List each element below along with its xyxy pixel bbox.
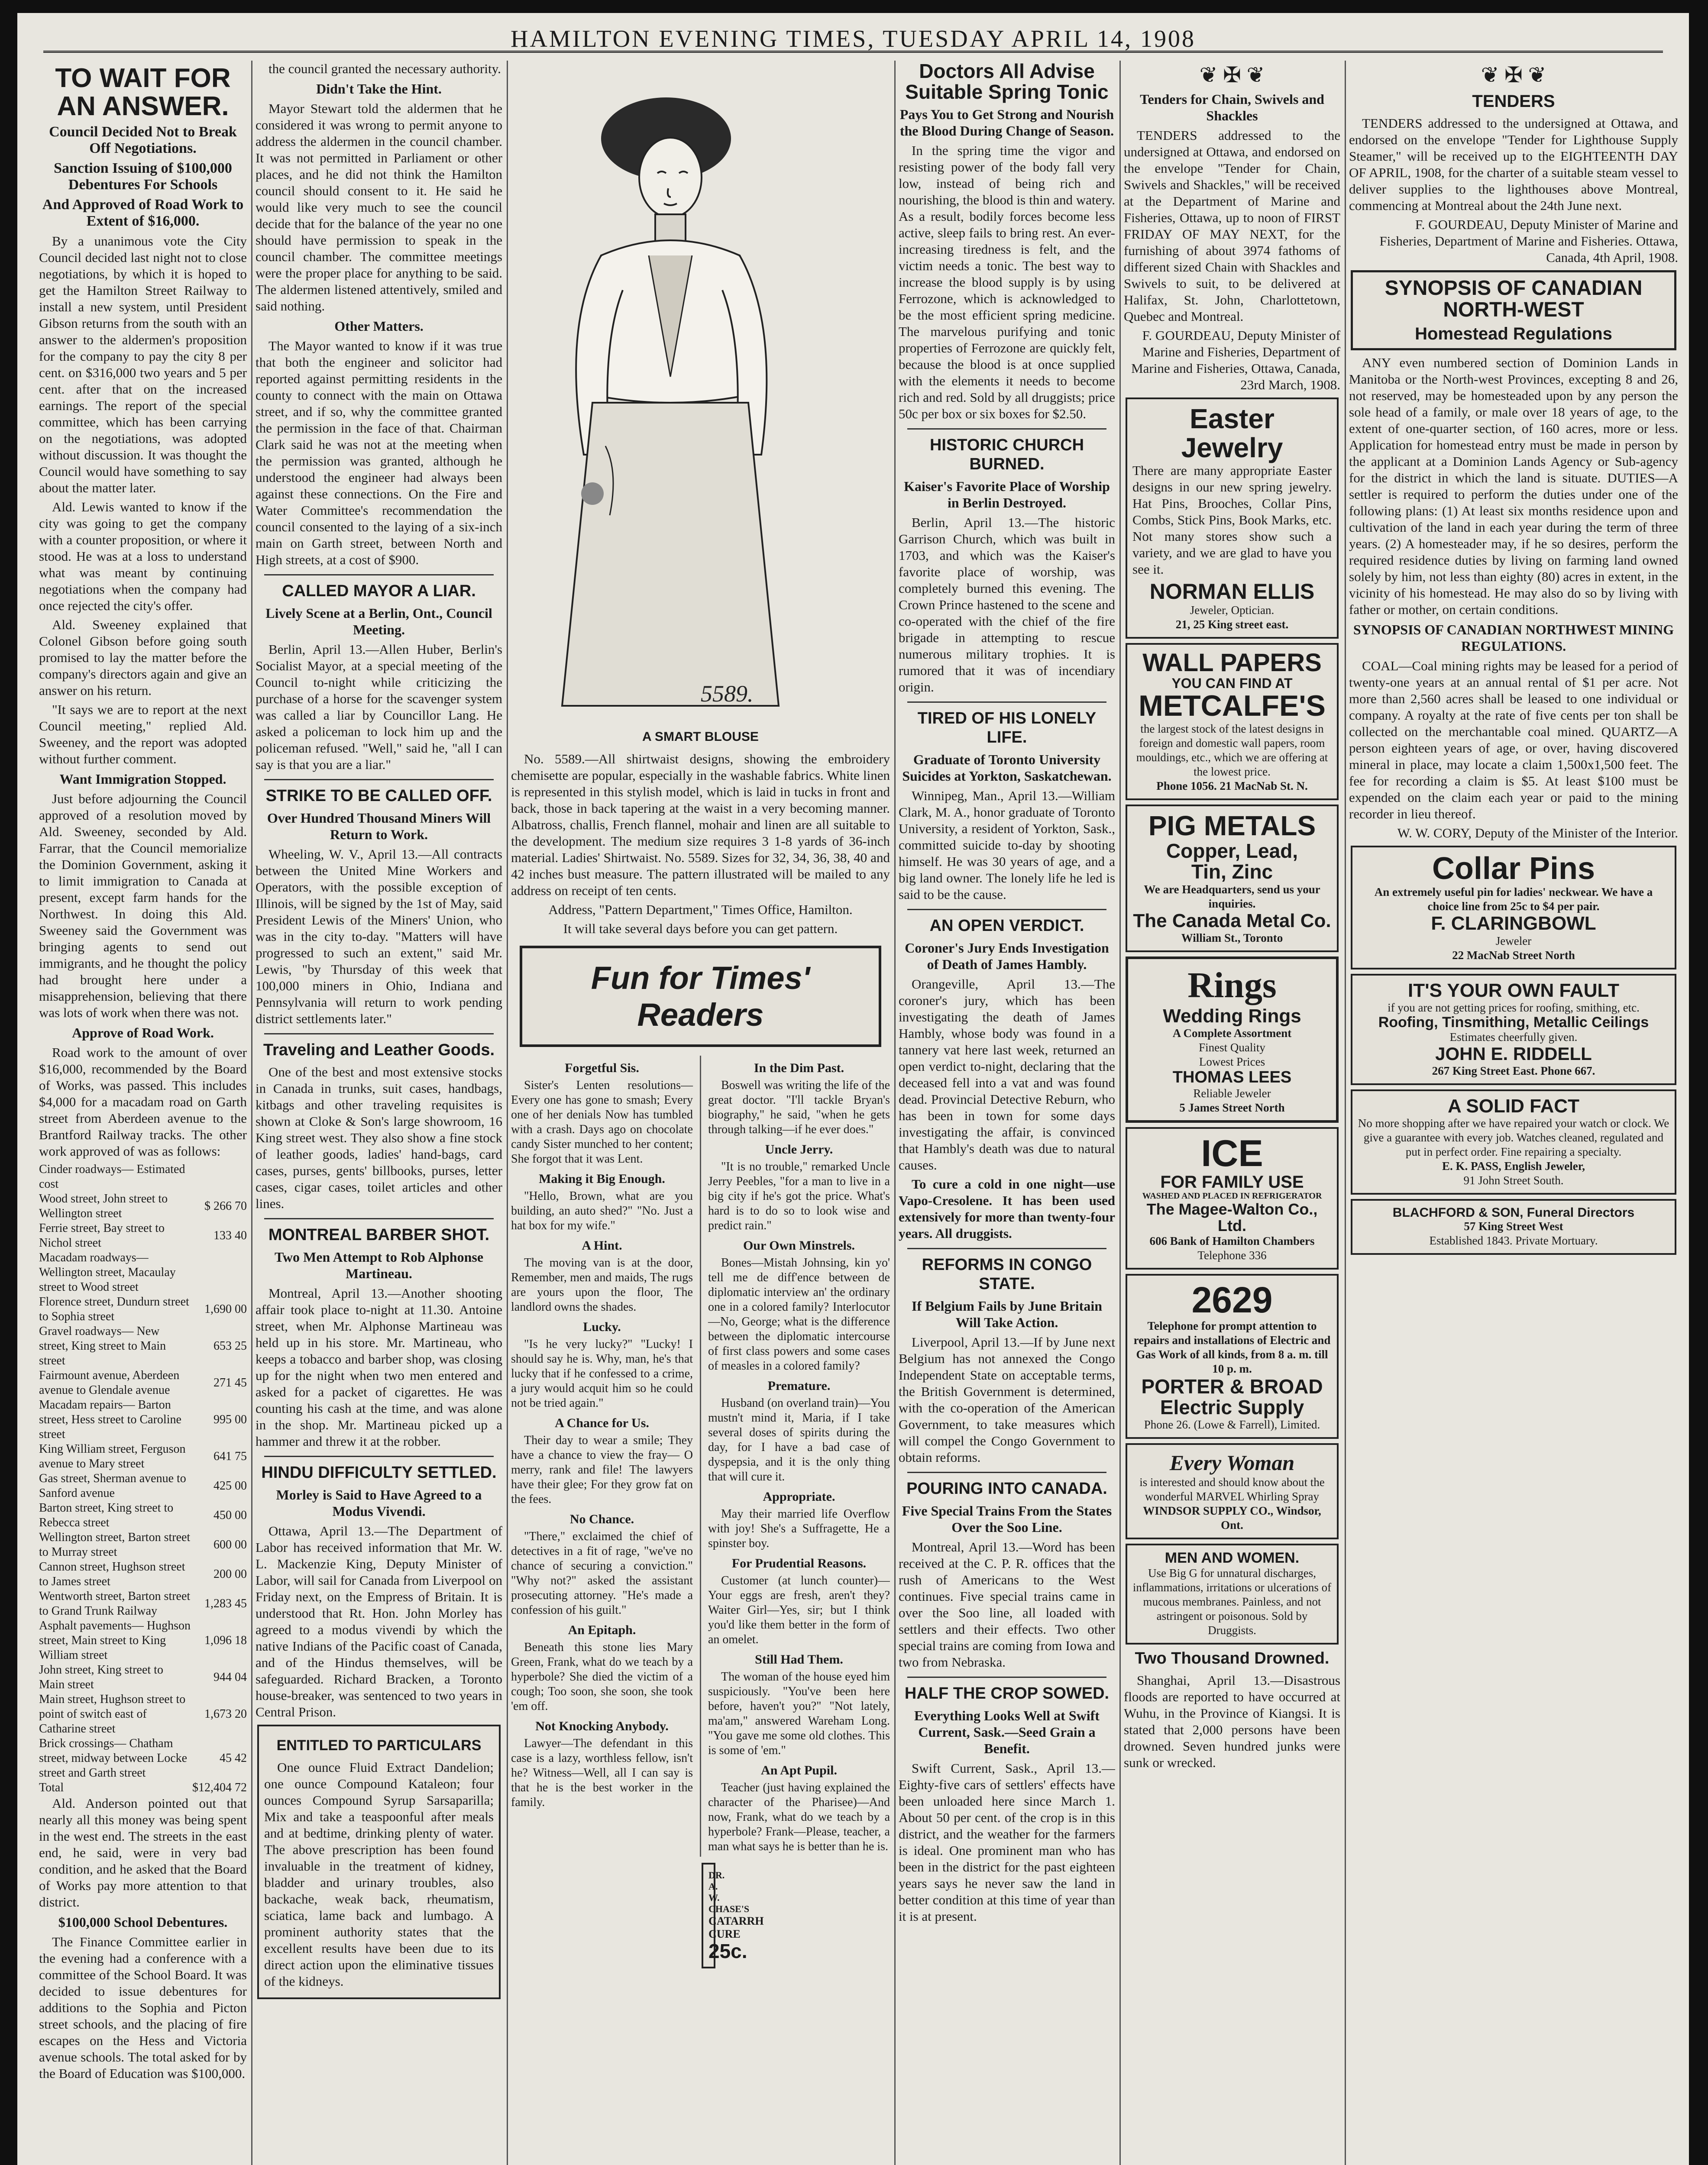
solid-fact-ad bbox=[1351, 1089, 1676, 1195]
ad-title: WALL PAPERS bbox=[1142, 648, 1322, 677]
article-paragraph: Mayor Stewart told the aldermen that he considered it was wrong to permit anyone to address the aldermen in the council chamber. It was not permitted in Parliament or other places, and he did not think the Hamilton council should consent to it. He said he would like very much to see the council decide that for the balance of the year no one should have permission to speak in the council chamber. The committee meetings were the proper place for anything to be said. The aldermen listened attentively, smiled and said nothing. bbox=[256, 101, 502, 313]
crest-ornament: ❦ ✠ ❦ bbox=[1481, 63, 1546, 87]
subhead: Other Matters. bbox=[334, 318, 424, 334]
article-headline: HALF THE CROP SOWED. bbox=[904, 1684, 1110, 1703]
table-row bbox=[39, 1192, 247, 1221]
joke-title: An Apt Pupil. bbox=[761, 1763, 837, 1777]
ad-title: Rings bbox=[1187, 965, 1277, 1005]
ad-line: A Complete Assortment bbox=[1172, 1026, 1292, 1040]
fashion-note: It will take several days before you can get pattern. bbox=[563, 921, 838, 936]
table-row bbox=[39, 1251, 247, 1295]
tender-text: TENDERS addressed to the undersigned at Ottawa, and endorsed on the envelope "Tender for Chain, Swivels and Shackles," will be received at the Department of Marine and Fisheries, Ottawa, up to noon of FIRST FRIDAY OF MAY NEXT, for the furnishing of about 3974 fathoms of different sized Chain with Shackles and Swivels to suit, to be delivered at Halifax, St. John, Charlottetown, Quebec and Montreal. bbox=[1124, 128, 1340, 324]
wallpaper-ad bbox=[1126, 643, 1339, 800]
fashion-and-fun bbox=[511, 61, 890, 2165]
article-paragraph: Berlin, April 13.—Allen Huber, Berlin's Socialist Mayor, at a special meeting of the Council to-night while criticizing the purchase of a horse for the scavenger system was called a liar by Councillor Lang. He asked a policeman to lock him up and the policeman refused. "Well," said he, "all I can say is that you are a liar." bbox=[256, 642, 502, 772]
ad-text: Telephone for prompt attention to repairs and installations of Electric and Gas Work of all kinds, from 8 a. m. till 10 p. m. bbox=[1133, 1319, 1331, 1375]
table-row bbox=[39, 1162, 247, 1192]
table-row bbox=[39, 1442, 247, 1471]
synopsis-box bbox=[1351, 270, 1676, 350]
article-paragraph: Just before adjourning the Council approved of a resolution moved by Ald. Sweeney, seconded by Ald. Farrar, that the Council memorialize the Dominion Government, asking it to limit immigration to Canada at present, except farm hands for the Northwest. In doing this Ald. Sweeney said the Government was bringing agents to send out immigrants, and he thought the policy had brought here under a misapprehension, believing that there was lots of work when there was not. bbox=[39, 791, 247, 1021]
table-row bbox=[39, 1398, 247, 1442]
column-2 bbox=[256, 61, 502, 2165]
ad-line: Phone 26. (Lowe & Farrell), Limited. bbox=[1144, 1418, 1320, 1431]
fun-banner-title: Fun for Times' Readers bbox=[591, 960, 810, 1033]
ad-address: 91 John Street South. bbox=[1463, 1173, 1564, 1187]
divider bbox=[907, 909, 1106, 910]
joke-title: No Chance. bbox=[569, 1512, 634, 1526]
article-paragraph: Swift Current, Sask., April 13.—Eighty-five cars of settlers' effects have been unloaded here since March 1. About 50 per cent. of the crop is in this district, and the weather for the farmers is ideal. One prominent man who has been in the district for the past eighteen years says he never saw the land in better condition at this time of year than it is at present. bbox=[899, 1760, 1115, 1924]
subhead: Didn't Take the Hint. bbox=[316, 81, 442, 97]
joke-title: Our Own Minstrels. bbox=[743, 1238, 855, 1253]
ad-text: if you are not getting prices for roofing, smithing, etc. bbox=[1388, 1001, 1640, 1014]
article-paragraph: Montreal, April 13.—Word has been received at the C. P. R. offices that the rush of Americans to the West continues. Five special trains came in over the Soo line, all loaded with settlers and their effects. Two other special trains are coming from Iowa and two from Nebraska. bbox=[899, 1539, 1115, 1670]
article-headline: Traveling and Leather Goods. bbox=[263, 1041, 495, 1059]
ad-title: Every Woman bbox=[1169, 1451, 1295, 1475]
article-paragraph: The Finance Committee earlier in the evening had a conference with a committee of the School Board. It was decided to issue debentures for additions to the Sophia and Picton street schools, and the placing of fire escapes on the Hess and Victoria avenue schools. The total asked for by the Board of Education was $100,000. bbox=[39, 1934, 247, 2081]
article-headline: AN OPEN VERDICT. bbox=[929, 916, 1084, 935]
article-headline: REFORMS IN CONGO STATE. bbox=[922, 1255, 1092, 1293]
article-paragraph: In the spring time the vigor and resisting power of the body fall very low, instead of being rich and nourishing, the blood is thin and watery. As a result, bodily forces become less active, sleep fails to bring rest. An ever-increasing tiredness is felt, and the victim needs a tonic. The best way to increase the blood supply is by using Ferrozone, which is acknowledged to be the most efficient spring medicine. The marvelous purifying and tonic properties of Ferrozone are quickly felt, because the blood is at once supplied with the elements it needs to become rich and red. Sold by all druggists; price 50c per box or six boxes for $2.50. bbox=[899, 142, 1115, 421]
road-item: Macadam repairs— Barton street, Hess street to Caroline street bbox=[39, 1398, 181, 1441]
electric-supply-ad bbox=[1126, 1274, 1339, 1439]
ad-line: Jeweler bbox=[1495, 934, 1532, 947]
fun-left bbox=[511, 1056, 693, 1857]
ad-text: An extremely useful pin for ladies' neckwear. We have a choice line from 25c to $4 per pair. bbox=[1374, 885, 1653, 913]
column-rule bbox=[1119, 61, 1121, 2165]
ad-line: Finest Quality bbox=[1199, 1040, 1265, 1054]
own-fault-ad bbox=[1351, 974, 1676, 1085]
joke-text: Sister's Lenten resolutions— Every one has gone to smash; Every one of her denials Now has tumbled with a crash. Days ago on chocolate candy Sister munched to her content; She forgot that it was Lent. bbox=[511, 1079, 693, 1166]
ad-text: the largest stock of the latest designs in foreign and domestic wall papers, room mouldings, etc., which we are offering at the lowest price. bbox=[1136, 722, 1328, 778]
article-paragraph: Liverpool, April 13.—If by June next Belgium has not annexed the Congo Independent State on acceptable terms, the British Government is determined, with the co-operation of the American Government, to take measures which will compel the Congo Government to obtain reforms. bbox=[899, 1334, 1115, 1465]
ad-title: Easter bbox=[1190, 403, 1275, 434]
divider bbox=[264, 1033, 494, 1034]
deck: And Approved of Road Work to Extent of $16,000. bbox=[42, 197, 244, 229]
road-cost: 1,673 20 bbox=[204, 1707, 247, 1721]
subhead: Want Immigration Stopped. bbox=[59, 771, 226, 787]
synopsis-subhead: Homestead Regulations bbox=[1415, 324, 1612, 343]
pig-metals-ad bbox=[1126, 805, 1339, 952]
joke-title: Premature. bbox=[767, 1379, 831, 1393]
ad-text: We are Headquarters, send us your inquiries. bbox=[1144, 882, 1320, 910]
ad-line: Tin, Zinc bbox=[1191, 860, 1273, 883]
joke-text: Boswell was writing the life of the great doctor. "I'll tackle Bryan's biography," he said, "when he gets through talking—if he ever does." bbox=[708, 1079, 890, 1136]
table-row bbox=[39, 1780, 247, 1795]
column-4 bbox=[899, 61, 1115, 2165]
road-cost: 1,096 18 bbox=[204, 1634, 247, 1648]
ad-headline: ENTITLED TO PARTICULARS bbox=[276, 1737, 482, 1754]
road-cost: 200 00 bbox=[214, 1567, 247, 1581]
crest-ornament: ❦ ✠ ❦ bbox=[1199, 63, 1265, 87]
article-subhead: Five Special Trains From the States Over the Soo Line. bbox=[902, 1503, 1112, 1535]
divider bbox=[907, 1472, 1106, 1473]
blachford-ad bbox=[1351, 1199, 1676, 1255]
ad-line: Copper, Lead, bbox=[1166, 839, 1298, 862]
table-row bbox=[39, 1589, 247, 1619]
road-cost: 944 04 bbox=[214, 1671, 247, 1684]
road-cost: 450 00 bbox=[214, 1509, 247, 1522]
tender-signature: F. GOURDEAU, Deputy Minister of Marine and Fisheries, Department of Marine and Fisheries, Ottawa, Canada, 23rd March, 1908. bbox=[1131, 328, 1340, 392]
ad-title: IT'S YOUR OWN FAULT bbox=[1408, 979, 1619, 1001]
deck: Sanction Issuing of $100,000 Debentures For Schools bbox=[54, 160, 232, 193]
ad-text: Use Big G for unnatural discharges, inflammations, irritations or ulcerations of mucous membranes. Painless, and not astringent or poisonous. Sold by Druggists. bbox=[1132, 1567, 1332, 1637]
ad-name: Electric Supply bbox=[1160, 1396, 1304, 1419]
ad-address: 5 James Street North bbox=[1179, 1101, 1285, 1114]
ad-name: THOMAS LEES bbox=[1172, 1068, 1292, 1086]
joke-title: An Epitaph. bbox=[568, 1623, 636, 1637]
divider bbox=[907, 701, 1106, 703]
road-item: Macadam roadways— Wellington street, Macaulay street to Wood street bbox=[39, 1251, 176, 1294]
ad-title: BLACHFORD & SON, Funeral Directors bbox=[1392, 1205, 1635, 1220]
ad-line: Wedding Rings bbox=[1163, 1005, 1301, 1027]
ad-line: YOU CAN FIND AT bbox=[1171, 675, 1293, 691]
ad-name: The Magee-Walton Co., Ltd. bbox=[1146, 1200, 1318, 1234]
article-paragraph: Orangeville, April 13.—The coroner's jury, which has been investigating the death of James Hambly, whose body was found in a tannery vat here last week, returned an open verdict to-night, declaring that the deceased fell into a vat and was found dead. Provincial Detective Reburn, who has been in town for some days investigating the affair, is convinced that Hambly's death was due to natural causes. bbox=[899, 976, 1115, 1173]
tonic-subhead: Pays You to Get Strong and Nourish the Blood During Change of Season. bbox=[899, 106, 1114, 139]
rings-ad bbox=[1126, 956, 1339, 1123]
joke-title: A Chance for Us. bbox=[555, 1416, 649, 1430]
road-cost: $12,404 72 bbox=[192, 1781, 247, 1795]
article-paragraph: Winnipeg, Man., April 13.—William Clark, M. A., honor graduate of Toronto University, a resident of Yorkton, Sask., committed suicide to-day by shooting himself. He was 30 years of age, and a big land owner. The lonely life he led is said to be the cause. bbox=[899, 788, 1115, 902]
cold-ad: To cure a cold in one night—use Vapo-Cresolene. It has been used extensively for more than twenty-four years. All druggists. bbox=[899, 1176, 1115, 1241]
fun-columns bbox=[511, 1056, 890, 1857]
road-cost: 45 42 bbox=[220, 1751, 247, 1765]
road-item: Asphalt pavements— Hughson street, Main street to King William street bbox=[39, 1619, 191, 1662]
synopsis-headline: SYNOPSIS OF CANADIAN NORTH-WEST bbox=[1385, 277, 1643, 322]
ad-text: There are many appropriate Easter designs in our new spring jewelry. Hat Pins, Brooches, Collar Pins, Combs, Stick Pins, Book Marks, etc. Not many stores show such a variety, and we are glad to have you see it. bbox=[1132, 463, 1332, 577]
table-row bbox=[39, 1324, 247, 1368]
joke-title: Not Knocking Anybody. bbox=[535, 1719, 669, 1733]
joke-text: "Is he very lucky?" "Lucky! I should say he is. Why, man, he's that lucky that if he confessed to a crime, a jury would acquit him so he could not be tried again." bbox=[511, 1338, 693, 1410]
column-1 bbox=[39, 61, 247, 2165]
divider bbox=[264, 1218, 494, 1219]
joke-title: A Hint. bbox=[582, 1238, 622, 1253]
road-item: Ferrie street, Bay street to Nichol street bbox=[39, 1221, 165, 1250]
article-paragraph: "It says we are to report at the next Council meeting," replied Ald. Sweeney, and the report was adopted without further comment. bbox=[39, 702, 247, 767]
ad-address: 57 King Street West bbox=[1464, 1220, 1563, 1233]
article-headline: POURING INTO CANADA. bbox=[906, 1479, 1107, 1498]
joke-text: The moving van is at the door, Remember, men and maids, The rugs are yours upon the floor, The landlord owns the shades. bbox=[511, 1256, 693, 1314]
ad-phone: Telephone 336 bbox=[1197, 1248, 1267, 1262]
ad-title: 2629 bbox=[1191, 1279, 1273, 1320]
column-rule bbox=[700, 1056, 701, 1857]
article-paragraph: Montreal, April 13.—Another shooting affair took place to-night at 11.30. Antoine street, when Mr. Alphonse Martineau was held up in his store. Mr. Martineau, who keeps a tobacco and barber shop, was closing up for the night when two men entered and asked for a packet of cigarettes. He was counting his cash at the time, and was alone in the shop. Mr. Martineau picked up a hammer and threw it at the robber. bbox=[256, 1286, 502, 1449]
road-item: Total bbox=[39, 1781, 64, 1795]
road-cost: 271 45 bbox=[214, 1376, 247, 1390]
headline bbox=[39, 64, 247, 120]
tenders-text: TENDERS addressed to the undersigned at Ottawa, and endorsed on the envelope "Tender for Lighthouse Supply Steamer," will be received up to the EIGHTEENTH DAY OF APRIL, 1908, for the charter of a suitable steam vessel to deliver supplies to the lighthouses above Montreal, commencing at Montreal about the 24th June next. bbox=[1349, 116, 1678, 213]
article-subhead: If Belgium Fails by June Britain Will Take Action. bbox=[911, 1298, 1103, 1330]
joke-text: "Hello, Brown, what are you building, an auto shed?" "No. Just a hat box for my wife." bbox=[511, 1189, 693, 1232]
ad-name: The Canada Metal Co. bbox=[1133, 910, 1331, 931]
road-item: Cannon street, Hughson street to James street bbox=[39, 1560, 185, 1589]
joke-text: Their day to wear a smile; They have a chance to view the fray— O merry, rank and file! The lawyers have their glee; For they grow fat on the fees. bbox=[511, 1434, 693, 1506]
table-row bbox=[39, 1221, 247, 1251]
article-paragraph: Berlin, April 13.—The historic Garrison Church, which was built in 1703, and which was the Kaiser's favorite place of worship, was completely burned this evening. The Crown Prince hastened to the scene and co-operated with the chief of the fire brigade in attempting to rescue numerous military trophies. It is rumored that it was of incendiary origin. bbox=[899, 514, 1115, 695]
road-work-table bbox=[39, 1162, 247, 1795]
ad-title: A SOLID FACT bbox=[1448, 1095, 1579, 1117]
table-row bbox=[39, 1295, 247, 1324]
joke-title: Still Had Them. bbox=[755, 1652, 843, 1667]
article-subhead: Graduate of Toronto University Suicides at Yorkton, Saskatchewan. bbox=[902, 751, 1112, 784]
article-subhead: Two Men Attempt to Rob Alphonse Martineau. bbox=[274, 1249, 484, 1281]
road-item: Brick crossings— Chatham street, midway between Locke street and Garth street bbox=[39, 1737, 188, 1780]
table-row bbox=[39, 1619, 247, 1663]
ad-name: PORTER & BROAD bbox=[1141, 1375, 1323, 1398]
column-rule bbox=[507, 61, 508, 2165]
table-row bbox=[39, 1663, 247, 1692]
article-subhead: Morley is Said to Have Agreed to a Modus Vivendi. bbox=[276, 1487, 482, 1519]
joke-title: Lucky. bbox=[583, 1320, 621, 1334]
table-row bbox=[39, 1692, 247, 1736]
article-paragraph: Shanghai, April 13.—Disastrous floods are reported to have occurred at Wuhu, in the Province of Kiangsi. It is stated that 2,000 persons have been drowned. Seven hundred junks were sunk or wrecked. bbox=[1124, 1673, 1340, 1771]
article-paragraph: Ottawa, April 13.—The Department of Labor has received information that Mr. W. L. Mackenzie King, Deputy Minister of Labor, will sail for Canada from Liverpool on Friday next, on the Empress of Britain. It is understood that Rt. Hon. John Morley has agreed to a modus vivendi by which the native Indians of the Pacific coast of Canada, and of the Hindus themselves, will be safeguarded. Richard Bracken, a Toronto house-breaker, was sentenced to two years in Central Prison. bbox=[256, 1523, 502, 1719]
article-headline: Two Thousand Drowned. bbox=[1135, 1649, 1330, 1668]
ad-name: E. K. PASS, English Jeweler, bbox=[1442, 1159, 1585, 1173]
article-headline: STRIKE TO BE CALLED OFF. bbox=[265, 787, 492, 805]
table-row bbox=[39, 1560, 247, 1589]
deck: Council Decided Not to Break Off Negotiations. bbox=[49, 124, 237, 157]
article-paragraph: One of the best and most extensive stocks in Canada in trunks, suit cases, handbags, kitbags and other traveling requisites is shown at Cloke & Son's large showroom, 16 King street west. They also show a fine stock of leather goods, ladies' hand-bags, card cases, purses, gents' billbooks, purses, letter cases, cigar cases, toilet articles and other lines. bbox=[256, 1064, 502, 1211]
joke-text: "It is no trouble," remarked Uncle Jerry Peebles, "for a man to live in a big city if he's got the price. What's hard is to do so to look wise and predict rain." bbox=[708, 1160, 890, 1232]
road-item: King William street, Ferguson avenue to Mary street bbox=[39, 1442, 186, 1471]
ad-title: PIG METALS bbox=[1148, 810, 1316, 841]
joke-text: Lawyer—The defendant in this case is a lazy, worthless fellow, isn't he? Witness—Well, all I can say is that he is the best worker in the family. bbox=[511, 1737, 693, 1809]
article-subhead: Coroner's Jury Ends Investigation of Death of James Hambly. bbox=[905, 940, 1109, 972]
ad-footer: Phone 1056. 21 MacNab St. N. bbox=[1156, 779, 1308, 792]
ad-address: 22 MacNab Street North bbox=[1452, 948, 1575, 962]
road-cost: 641 75 bbox=[214, 1450, 247, 1464]
road-item: Florence street, Dundurn street to Sophia street bbox=[39, 1295, 189, 1324]
joke-text: Beneath this stone lies Mary Green, Frank, what do we teach by a hyperbole? She died the victim of a cough; Too soon, she soon, she took 'em off. bbox=[511, 1641, 693, 1713]
fun-banner bbox=[520, 946, 881, 1047]
joke-title: Forgetful Sis. bbox=[565, 1061, 639, 1075]
tenders-headline: TENDERS bbox=[1472, 92, 1555, 111]
column-rule bbox=[251, 61, 252, 2165]
ad-line: WASHED AND PLACED IN REFRIGERATOR bbox=[1142, 1191, 1322, 1201]
road-item: John street, King street to Main street bbox=[39, 1663, 163, 1692]
road-cost: $ 266 70 bbox=[204, 1199, 247, 1213]
road-item: Gas street, Sherman avenue to Sanford avenue bbox=[39, 1472, 186, 1500]
article-headline: TIRED OF HIS LONELY LIFE. bbox=[917, 709, 1097, 746]
table-row bbox=[39, 1471, 247, 1501]
article-paragraph: The Mayor wanted to know if it was true that both the engineer and solicitor had reported against permitting residents in the county to connect with the main on Ottawa street, and if so, why the committee granted the permission in the face of that. Chairman Clark said he was not at the meeting when the permission was granted, although he understood the engineer had always been against these connections. On the Fire and Water Committee's recommendation the council consented to the laying of a six-inch main on Garth street, between North and High streets, at a cost of $900. bbox=[256, 338, 502, 567]
joke-title: Making it Big Enough. bbox=[539, 1172, 665, 1186]
article-subhead: Lively Scene at a Berlin, Ont., Council Meeting. bbox=[265, 605, 492, 637]
fashion-address: Address, "Pattern Department," Times Office, Hamilton. bbox=[548, 902, 853, 917]
road-cost: 600 00 bbox=[214, 1538, 247, 1552]
road-item: Wentworth street, Barton street to Grand Trunk Railway bbox=[39, 1590, 191, 1618]
ad-text: Established 1843. Private Mortuary. bbox=[1429, 1234, 1598, 1247]
ad-name: METCALFE'S bbox=[1139, 689, 1326, 723]
tenders-signature: F. GOURDEAU, Deputy Minister of Marine and Fisheries, Department of Marine and Fisheries. Ottawa, Canada, 4th April, 1908. bbox=[1379, 217, 1678, 265]
article-headline: MONTREAL BARBER SHOT. bbox=[268, 1226, 490, 1244]
ad-address: 606 Bank of Hamilton Chambers bbox=[1149, 1234, 1315, 1247]
road-cost: 1,690 00 bbox=[204, 1302, 247, 1316]
mining-signature: W. W. CORY, Deputy of the Minister of the Interior. bbox=[1397, 825, 1678, 840]
road-cost bbox=[191, 1251, 247, 1295]
ad-text: is interested and should know about the wonderful MARVEL Whirling Spray bbox=[1139, 1476, 1325, 1503]
ad-name: JOHN E. RIDDELL bbox=[1435, 1044, 1592, 1064]
ad-role: Jeweler, Optician. bbox=[1190, 603, 1275, 617]
subhead: Approve of Road Work. bbox=[72, 1025, 214, 1041]
article-headline: HINDU DIFFICULTY SETTLED. bbox=[261, 1464, 497, 1482]
collar-pins-ad bbox=[1351, 846, 1676, 969]
joke-text: "There," exclaimed the chief of detectives in a fit of rage, "we've no chance of securing a conviction." "Why not?" asked the assistant prosecuting attorney. "He's made a confession of his guilt." bbox=[511, 1530, 693, 1617]
column-rule bbox=[1345, 61, 1346, 2165]
joke-text: The woman of the house eyed him suspiciously. "You've been here before, haven't you?" "Not lately, ma'am," answered Wareham Long. "You gave me some old clothes. This is some of 'em." bbox=[708, 1670, 890, 1757]
article-subhead: Kaiser's Favorite Place of Worship in Berlin Destroyed. bbox=[904, 478, 1110, 511]
subhead: $100,000 School Debentures. bbox=[58, 1914, 228, 1930]
divider bbox=[907, 1677, 1106, 1678]
article-subhead: Everything Looks Well at Swift Current, Sask.—Seed Grain a Benefit. bbox=[914, 1707, 1100, 1756]
article-subhead: Over Hundred Thousand Miners Will Return to Work. bbox=[267, 810, 491, 842]
joke-text: Bones—Mistah Johnsing, kin yo' tell me de diff'ence between de diplomatic interview an' the ordinary one in a colored family? Interlocutor—No, George; what is the difference between the diplomatic intercourse of first class powers and some cases of measles in a colored family? bbox=[708, 1256, 890, 1373]
article-paragraph: the council granted the necessary authority. bbox=[268, 61, 501, 76]
synopsis-text: ANY even numbered section of Dominion Lands in Manitoba or the North-west Provinces, excepting 8 and 26, not reserved, may be homesteaded upon by any person the sole head of a family, or male over 18 years of age, to the extent of one-quarter section, of 160 acres, more or less. Application for homestead entry must be made in person by the applicant at a Dominion Lands Agency or Sub-agency for the district in which the land is situate. DUTIES—A settler is required to perform the duties under one of the following plans: (1) At least six months residence upon and cultivation of the land in each year during the term of three years. (2) A homesteader may, if he so desires, perform the required residence duties by living on farming land owned solely by him, not less than eighty (80) acres in extent, in the vicinity of his homestead. He may also do so by living with father or mother, on certain conditions. bbox=[1349, 355, 1678, 617]
road-item: Gravel roadways— New street, King street to Main street bbox=[39, 1325, 166, 1368]
article-headline: HISTORIC CHURCH BURNED. bbox=[929, 436, 1084, 473]
blouse-illustration bbox=[536, 65, 865, 723]
divider bbox=[264, 779, 494, 780]
article-paragraph: By a unanimous vote the City Council decided last night not to close negotiations, by which it is hoped to get the Hamilton Street Railway to install a new system, until President Gibson returns from the south with an answer to the aldermen's proposition for the company to pay the city 8 per cent. on $316,000 two years and 5 per cent. after that on the increased earnings. The report of the special committee, which has been carrying on the negotiations, was adopted without discussion. It was thought the Council would have something to say about the matter later. bbox=[39, 233, 247, 496]
ice-ad bbox=[1126, 1127, 1339, 1270]
column-5 bbox=[1124, 61, 1340, 2165]
article-paragraph: Wheeling, W. V., April 13.—All contracts between the United Mine Workers and Operators, with the possible exception of Illinois, will be signed by the 1st of May, said President Lewis of the Miners' Union, who was in the city to-day. "Matters will have progressed to such an extent," said Mr. Lewis, "by Thursday of this week that 100,000 miners in Ohio, Indiana and Pennsylvania will return to work pending district settlements later." bbox=[256, 847, 502, 1026]
headline-line: TO WAIT FOR bbox=[55, 63, 231, 93]
joke-text: Husband (on overland train)—You mustn't mind it, Maria, if I take several doses of spirits during the day, for I have a bad case of dyspepsia, and it is the only thing that will cure it. bbox=[708, 1396, 890, 1483]
road-item: Main street, Hughson street to point of switch east of Catharine street bbox=[39, 1693, 186, 1736]
ad-title: Jewelry bbox=[1181, 432, 1283, 464]
big-g-ad bbox=[1126, 1544, 1339, 1645]
ad-text: One ounce Fluid Extract Dandelion; one ounce Compound Kataleon; four ounces Compound Syrup Sarsaparilla; Mix and take a teaspoonful after meals and at bedtime, drinking plenty of water. The above prescription has been found invaluable in the treatment of kidney, bladder and urinary troubles, also backache, weak back, rheumatism, sciatica, lame back and lumbago. A prominent authority states that the excellent results have been due to its direct action upon the eliminative tissues of the kidneys. bbox=[264, 1760, 494, 1989]
catarrh-ad: DR. A. W. CHASE'S CATARRH CURE 25c. bbox=[702, 1863, 715, 1968]
column-6 bbox=[1349, 61, 1678, 2165]
fun-right bbox=[708, 1056, 890, 1857]
table-row bbox=[39, 1530, 247, 1560]
road-cost: 653 25 bbox=[214, 1339, 247, 1353]
tonic-headline: Doctors All Advise Suitable Spring Tonic bbox=[905, 61, 1109, 103]
fashion-title: A SMART BLOUSE bbox=[642, 730, 759, 744]
ad-address: William St., Toronto bbox=[1181, 931, 1283, 944]
road-item: Fairmount avenue, Aberdeen avenue to Glendale avenue bbox=[39, 1369, 180, 1397]
masthead: HAMILTON EVENING TIMES, TUESDAY APRIL 14, 1908 bbox=[43, 23, 1663, 53]
divider bbox=[264, 1456, 494, 1457]
ad-line: Lowest Prices bbox=[1199, 1055, 1265, 1068]
road-cost: 995 00 bbox=[214, 1413, 247, 1427]
ad-footer: WINDSOR SUPPLY CO., Windsor, Ont. bbox=[1143, 1504, 1321, 1532]
joke-text: Teacher (just having explained the character of the Pharisee)—And now, Frank, what do we teach by a hyperbole? Frank—Please, teacher, a man what says he is better than he is. bbox=[708, 1781, 890, 1853]
table-row bbox=[39, 1501, 247, 1530]
article-paragraph: Road work to the amount of over $16,000, recommended by the Board of Works, was passed. This includes $4,000 for a macadam road on Garth street from Aberdeen avenue to the Brantford Railway tracks. The other work approved of was as follows: bbox=[39, 1045, 247, 1159]
ad-line: FOR FAMILY USE bbox=[1160, 1173, 1304, 1192]
ad-line: Roofing, Tinsmithing, Metallic Ceilings bbox=[1378, 1014, 1649, 1031]
column-rule bbox=[894, 61, 896, 2165]
ad-title: ICE bbox=[1201, 1132, 1263, 1174]
ad-name: F. CLARINGBOWL bbox=[1431, 913, 1596, 934]
table-row bbox=[39, 1368, 247, 1398]
table-row bbox=[39, 1736, 247, 1780]
ad-text: No more shopping after we have repaired your watch or clock. We give a guarantee with every job. Watches cleaned, regulated and put in perfect order. Fine repairing a specialty. bbox=[1358, 1116, 1669, 1158]
pattern-number: 5589. bbox=[700, 681, 753, 707]
road-item: Barton street, King street to Rebecca street bbox=[39, 1501, 174, 1530]
headline-line: AN ANSWER. bbox=[57, 91, 229, 122]
ad-address: 21, 25 King street east. bbox=[1175, 617, 1289, 631]
joke-title: For Prudential Reasons. bbox=[731, 1556, 867, 1570]
ad-address: 267 King Street East. Phone 667. bbox=[1432, 1064, 1595, 1077]
article-paragraph: Ald. Sweeney explained that Colonel Gibson before going south promised to lay the matter before the company's directors again and give an answer on his return. bbox=[39, 617, 247, 698]
joke-text: May their married life Overflow with joy! She's a Suffragette, He a spinster boy. bbox=[708, 1507, 890, 1550]
road-item: Wellington street, Barton street to Murray street bbox=[39, 1531, 191, 1559]
road-cost: 133 40 bbox=[214, 1229, 247, 1243]
every-woman-ad bbox=[1126, 1443, 1339, 1539]
article-headline: CALLED MAYOR A LIAR. bbox=[282, 582, 476, 600]
road-item: Wood street, John street to Wellington street bbox=[39, 1192, 168, 1221]
mining-text: COAL—Coal mining rights may be leased for a period of twenty-one years at an annual rental of $1 per acre. Not more than 2,560 acres shall be leased to one individual or company. A royalty at the rate of five cents per ton shall be collected on the merchantable coal mined. QUARTZ—A person eighteen years of age, or over, having discovered mineral in place, may locate a claim 1,500x1,500 feet. The fee for recording a claim is $5. At least $100 must be expended on the claim each year or paid to the mining recorder in lieu thereof. bbox=[1349, 658, 1678, 821]
newspaper-page bbox=[17, 13, 1689, 2165]
ad-line: Reliable Jeweler bbox=[1193, 1086, 1271, 1100]
article-paragraph: Ald. Anderson pointed out that nearly all this money was being spent in the west end. The streets in the east end, he said, were in very bad condition, and he asked that the Board of Works pay more attention to that district. bbox=[39, 1796, 247, 1910]
joke-text: Customer (at lunch counter)—Your eggs are fresh, aren't they? Waiter Girl—Yes, sir; but I think you'd like them better in the form of an omelet. bbox=[708, 1574, 890, 1646]
divider bbox=[264, 574, 494, 575]
easter-jewelry-ad bbox=[1126, 397, 1339, 639]
mining-headline: SYNOPSIS OF CANADIAN NORTHWEST MINING REGULATIONS. bbox=[1353, 621, 1674, 654]
article-paragraph: Ald. Lewis wanted to know if the city was going to get the company with a counter proposition, or where it stood. He was at a loss to understand what was meant by continuing negotiations when the company had once rejected the city's offer. bbox=[39, 499, 247, 614]
woman-in-blouse-image bbox=[536, 65, 865, 723]
divider bbox=[907, 428, 1106, 430]
fashion-text: No. 5589.—All shirtwaist designs, showing the embroidery chemisette are popular, especially in the washable fabrics. White linen is represented in this stylish model, which is laid in tucks in front and back, those in back tapering at the waist in a very becoming manner. Albatross, challis, French flannel, mohair and linen are all suitable to the development. The medium size requires 3 1-8 yards of 36-inch material. Ladies' Shirtwaist. No. 5589. Sizes for 32, 34, 36, 38, 40 and 42 inches bust measure. The pattern illustrated will be mailed to any address on receipt of ten cents. bbox=[511, 751, 890, 898]
joke-title: Uncle Jerry. bbox=[765, 1142, 833, 1157]
road-item: Cinder roadways— Estimated cost bbox=[39, 1163, 185, 1191]
divider bbox=[907, 1248, 1106, 1249]
road-cost bbox=[191, 1162, 247, 1192]
road-cost: 425 00 bbox=[214, 1479, 247, 1493]
joke-title: In the Dim Past. bbox=[754, 1061, 844, 1075]
ad-name: NORMAN ELLIS bbox=[1149, 579, 1315, 604]
entitled-ad bbox=[257, 1725, 501, 1999]
road-cost: 1,283 45 bbox=[204, 1597, 247, 1611]
ad-title: Collar Pins bbox=[1432, 851, 1595, 886]
ad-line: Estimates cheerfully given. bbox=[1449, 1031, 1578, 1044]
joke-title: Appropriate. bbox=[763, 1490, 835, 1504]
ad-title: MEN AND WOMEN. bbox=[1165, 1550, 1300, 1567]
tender-headline: Tenders for Chain, Swivels and Shackles bbox=[1140, 91, 1324, 123]
